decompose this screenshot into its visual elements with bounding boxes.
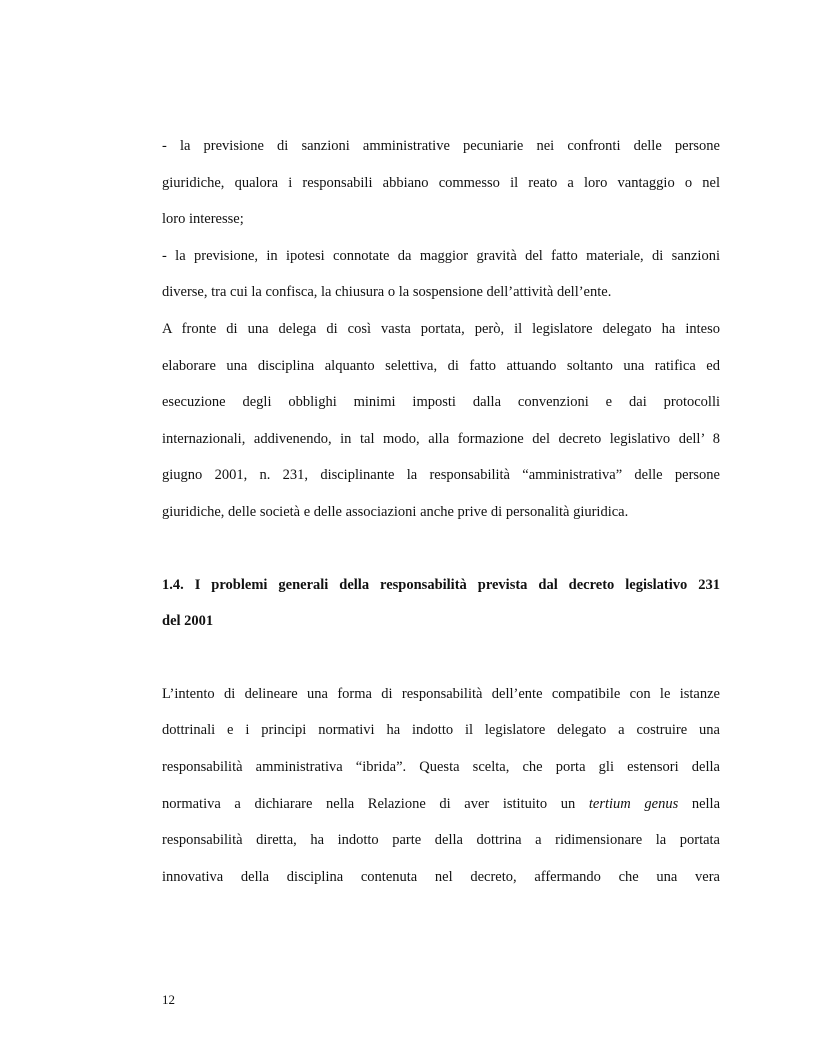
section-heading <box>162 567 720 640</box>
text-line: L’intento di delineare una forma di responsabilità dell’ente compatibile con le istanze <box>162 685 720 702</box>
text-line: responsabilità diretta, ha indotto parte della dottrina a ridimensionare la portata <box>162 832 720 849</box>
heading-line: del 2001 <box>162 613 214 630</box>
page-number: 12 <box>162 992 175 1007</box>
paragraph-intento <box>162 676 720 896</box>
text-line: giugno 2001, n. 231, disciplinante la responsabilità “amministrativa” delle persone <box>162 467 720 484</box>
text-line: esecuzione degli obblighi minimi imposti dalla convenzioni e dai protocolli <box>162 394 720 411</box>
italic-term: tertium genus <box>588 795 679 812</box>
list-item-sanctions-other <box>162 238 720 311</box>
text-line: elaborare una disciplina alquanto selettiva, di fatto attuando soltanto una ratifica ed <box>162 357 720 374</box>
text-line: innovativa della disciplina contenuta nel decreto, affermando che una vera <box>162 868 720 885</box>
text-line: diverse, tra cui la confisca, la chiusura o la sospensione dell’attività dell’ente. <box>162 284 612 301</box>
text-line: giuridiche, qualora i responsabili abbiano commesso il reato a loro vantaggio o nel <box>162 174 720 191</box>
text-line: internazionali, addivenendo, in tal modo, alla formazione del decreto legislativo dell’ 8 <box>162 430 720 447</box>
text-line: dottrinali e i principi normativi ha indotto il legislatore delegato a costruire una <box>162 722 720 739</box>
list-item-sanctions-pecuniary <box>162 128 720 238</box>
text-line: - la previsione di sanzioni amministrative pecuniarie nei confronti delle persone <box>162 138 720 154</box>
text-line: - la previsione, in ipotesi connotate da maggior gravità del fatto materiale, di sanzioni <box>162 247 720 264</box>
heading-line: 1.4. I problemi generali della responsabilità prevista dal decreto legislativo 231 <box>162 576 720 593</box>
text-line <box>162 786 720 823</box>
text-line: giuridiche, delle società e delle associazioni anche prive di personalità giuridica. <box>162 503 629 520</box>
section-spacer <box>162 640 720 676</box>
text-segment: normativa a dichiarare nella Relazione di aver istituito un <box>162 795 576 812</box>
text-segment: nella <box>691 795 721 812</box>
document-page <box>162 128 720 895</box>
text-line: loro interesse; <box>162 211 244 228</box>
text-line: A fronte di una delega di così vasta portata, però, il legislatore delegato ha inteso <box>162 320 720 337</box>
section-spacer <box>162 531 720 567</box>
paragraph-delega <box>162 311 720 531</box>
text-line: responsabilità amministrativa “ibrida”. Questa scelta, che porta gli estensori della <box>162 758 720 775</box>
